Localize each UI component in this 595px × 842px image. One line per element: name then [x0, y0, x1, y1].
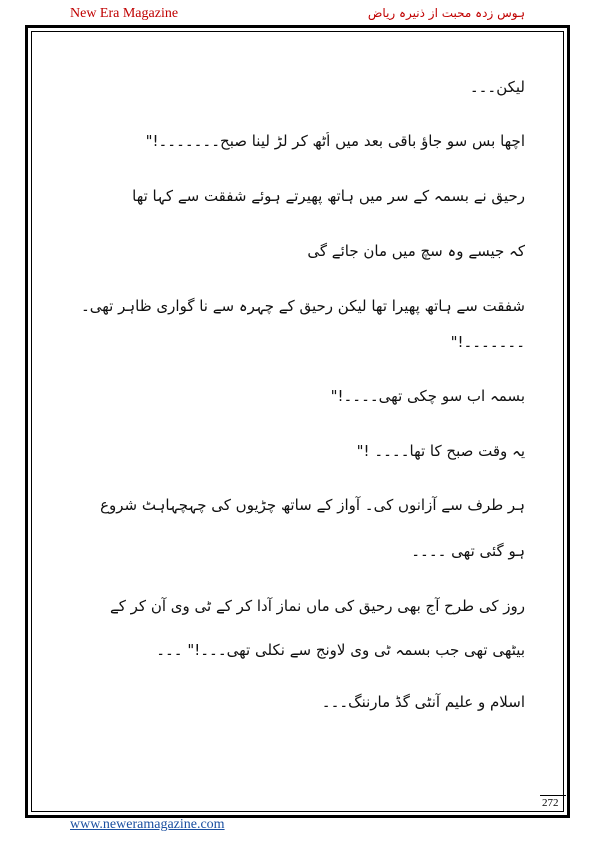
text-line: اسلام و علیم آنٹی گڈ مارننگ۔۔۔ — [321, 693, 525, 711]
text-line: لیکن۔۔۔ — [469, 78, 525, 96]
magazine-name: New Era Magazine — [70, 6, 179, 21]
story-text — [80, 78, 525, 712]
text-line: کہ جیسے وہ سچ میں مان جائے گی — [307, 242, 525, 260]
website-link[interactable]: www.neweramagazine.com — [70, 817, 225, 832]
text-line: ہو گئی تھی ۔۔۔۔ — [411, 542, 525, 560]
text-line: بسمہ اب سو چکی تھی۔۔۔۔!" — [330, 387, 525, 405]
text-line: ۔۔۔۔۔۔۔!" — [450, 333, 525, 351]
text-line: اچھا بس سو جاؤ باقی بعد میں اُٹھ کر لڑ لینا صبح۔۔۔۔۔۔۔!" — [145, 132, 525, 150]
text-line: بیٹھی تھی جب بسمہ ٹی وی لاونج سے نکلی تھی۔۔۔!" ۔۔۔ — [156, 641, 525, 659]
text-line: شفقت سے ہاتھ پھیرا تھا لیکن رحیق کے چہرہ سے نا گواری ظاہر تھی۔ — [80, 297, 525, 315]
text-line: یہ وقت صبح کا تھا۔۔۔۔ !" — [356, 442, 525, 460]
page-number-rule — [540, 795, 566, 796]
page-number: 272 — [542, 797, 559, 809]
text-line: روز کی طرح آج بھی رحیق کی ماں نماز آدا کر کے ٹی وی آن کر کے — [109, 597, 525, 615]
text-line: ہر طرف سے آزانوں کی۔ آواز کے ساتھ چڑیوں کی چہچہاہٹ شروع — [100, 496, 525, 514]
book-title: ہوس زدہ محبت از ذنیرہ ریاض — [367, 6, 525, 20]
text-line: رحیق نے بسمہ کے سر میں ہاتھ پھیرتے ہوئے شفقت سے کہا تھا — [132, 187, 525, 205]
